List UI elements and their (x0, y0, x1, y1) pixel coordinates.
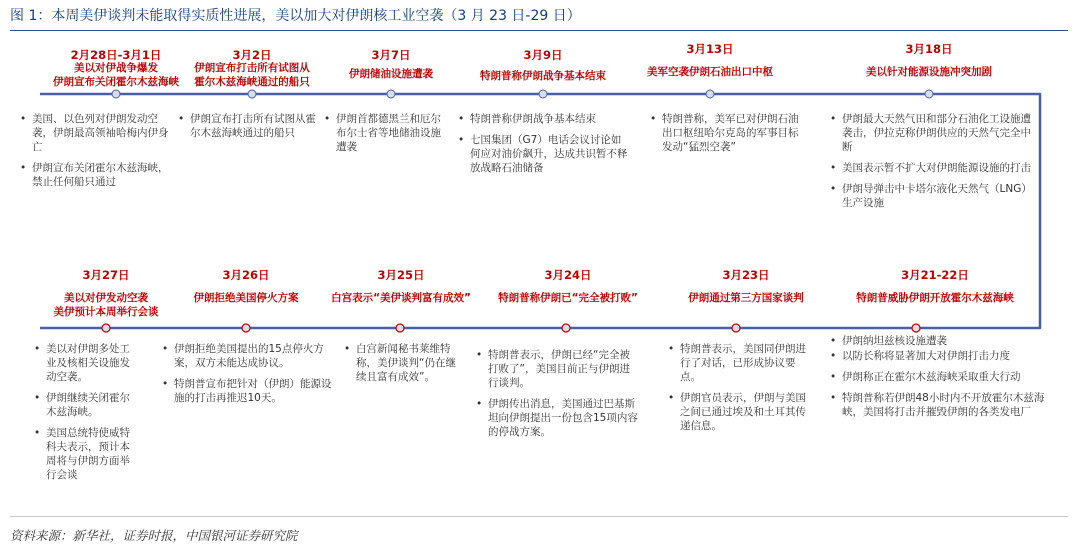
event-date: 2月28日-3月1日 (70, 48, 162, 62)
detail-item: • 美以对伊朗多处工业及核相关设施发动空袭。 (34, 342, 134, 384)
bottom-event-header (316, 268, 486, 306)
event-date: 3月9日 (523, 48, 563, 62)
detail-item: • 白宫新闻秘书莱维特称，美伊谈判“仍在继续且富有成效”。 (344, 342, 456, 384)
event-title: 美以对伊发动空袭 (64, 292, 148, 304)
timeline-marker (732, 324, 740, 332)
detail-item: • 伊朗官员表示，伊朗与美国之间已通过埃及和土耳其传递信息。 (668, 391, 808, 433)
timeline-marker (912, 324, 920, 332)
timeline-marker (102, 324, 110, 332)
detail-item: • 伊朗最大天然气田和部分石油化工设施遭袭击，伊拉克称伊朗供应的天然气完全中断 (830, 112, 1038, 154)
detail-item: • 伊朗称正在霍尔木兹海峡采取重大行动 (830, 370, 1060, 384)
detail-item: • 特朗普称伊朗战争基本结束 (458, 112, 630, 126)
detail-item: • 特朗普宣布把针对（伊朗）能源设施的打击再推迟10天。 (162, 377, 338, 405)
footer-rule (10, 516, 1068, 517)
event-date: 3月24日 (544, 268, 592, 282)
event-details (34, 342, 134, 489)
detail-item: • 以防长称将显著加大对伊朗打击力度 (830, 349, 1060, 363)
timeline-marker (562, 324, 570, 332)
event-details (344, 342, 456, 391)
timeline-marker (925, 90, 933, 98)
event-date: 3月2日 (232, 48, 272, 62)
detail-item: • 美国、以色列对伊朗发动空袭，伊朗最高领袖哈梅内伊身亡 (20, 112, 170, 154)
detail-item: • 特朗普称若伊朗48小时内不开放霍尔木兹海峡，美国将打击并摧毁伊朗的各类发电厂 (830, 391, 1060, 419)
event-date: 3月27日 (82, 268, 130, 282)
detail-item: • 美国总统特使威特科夫表示，预计本周将与伊朗方面举行会谈 (34, 426, 134, 482)
event-details (20, 112, 170, 196)
event-details (650, 112, 800, 161)
top-event-header (635, 42, 785, 80)
event-title: 美以针对能源设施冲突加剧 (866, 66, 992, 78)
detail-item: • 特朗普表示，伊朗已经“完全被打败了”，美国目前正与伊朗进行谈判。 (476, 348, 640, 390)
detail-item: • 美国表示暂不扩大对伊朗能源设施的打击 (830, 161, 1038, 175)
event-title: 伊朗拒绝美国停火方案 (193, 292, 299, 304)
event-details (324, 112, 450, 161)
event-date: 3月23日 (722, 268, 770, 282)
detail-item: • 伊朗宣布打击所有试图从霍尔木兹海峡通过的船只 (178, 112, 316, 140)
event-title: 伊朗储油设施遭袭 (349, 68, 433, 80)
event-title: 美伊预计本周举行会谈 (53, 305, 159, 318)
event-title: 伊朗宣布打击所有试图从 (194, 62, 310, 74)
event-date: 3月13日 (686, 42, 734, 56)
detail-item: • 特朗普称，美军已对伊朗石油出口枢纽哈尔克岛的军事目标发动“猛烈空袭” (650, 112, 800, 154)
bottom-event-header (176, 268, 316, 306)
event-date: 3月25日 (377, 268, 425, 282)
top-event-header (458, 48, 628, 84)
top-event-header (172, 48, 332, 89)
event-details (476, 348, 640, 446)
event-title: 美以对伊战争爆发 (74, 62, 158, 74)
event-details (458, 112, 630, 182)
event-details (178, 112, 316, 147)
detail-item: • 伊朗继续关闭霍尔木兹海峡。 (34, 391, 134, 419)
event-details (162, 342, 338, 412)
detail-item: • 伊朗宣布关闭霍尔木兹海峡，禁止任何船只通过 (20, 161, 170, 189)
detail-item: • 伊朗导弹击中卡塔尔液化天然气（LNG）生产设施 (830, 182, 1038, 210)
timeline-marker (706, 90, 714, 98)
event-title: 美军空袭伊朗石油出口中枢 (647, 66, 773, 78)
event-title: 伊朗通过第三方国家谈判 (688, 292, 804, 304)
bottom-event-header (26, 268, 186, 319)
event-title: 特朗普称伊朗已“完全被打败” (498, 292, 638, 304)
bottom-event-header (488, 268, 648, 306)
event-title: 霍尔木兹海峡通过的船只 (194, 75, 310, 88)
timeline-marker (396, 324, 404, 332)
event-title: 特朗普威胁伊朗开放霍尔木兹海峡 (856, 292, 1014, 304)
event-date: 3月26日 (222, 268, 270, 282)
event-title: 伊朗宣布关闭霍尔木兹海峡 (53, 75, 179, 88)
detail-item: • 伊朗传出消息，美国通过巴基斯坦向伊朗提出一份包含15项内容的停战方案。 (476, 397, 640, 439)
timeline-marker (248, 90, 256, 98)
bottom-event-header (830, 268, 1040, 306)
event-date: 3月21-22日 (901, 268, 969, 282)
event-details (830, 334, 1060, 426)
top-event-header (840, 42, 1018, 80)
timeline-marker (242, 324, 250, 332)
detail-item: • 伊朗拒绝美国提出的15点停火方案，双方未能达成协议。 (162, 342, 338, 370)
detail-item: • 七国集团（G7）电话会议讨论如何应对油价飙升，达成共识暂不释放战略石油储备 (458, 133, 630, 175)
timeline-marker (112, 90, 120, 98)
top-event-header (326, 48, 456, 82)
event-title: 特朗普称伊朗战争基本结束 (480, 70, 606, 82)
figure-title: 图 1：本周美伊谈判未能取得实质性进展，美以加大对伊朗核工业空袭（3 月 23 日-29 日） (10, 8, 581, 24)
event-date: 3月7日 (371, 48, 411, 62)
bottom-event-header (676, 268, 816, 306)
timeline-marker (539, 90, 547, 98)
detail-item: • 伊朗纳坦兹核设施遭袭 (830, 334, 1060, 348)
timeline-marker (387, 90, 395, 98)
event-date: 3月18日 (905, 42, 953, 56)
source-note: 资料来源：新华社，证券时报，中国银河证券研究院 (10, 528, 298, 543)
event-details (668, 342, 808, 440)
detail-item: • 伊朗首都德黑兰和厄尔布尔士省等地储油设施遭袭 (324, 112, 450, 154)
event-details (830, 112, 1038, 217)
detail-item: • 特朗普表示，美国同伊朗进行了对话，已形成协议要点。 (668, 342, 808, 384)
event-title: 白宫表示“美伊谈判富有成效” (331, 292, 471, 304)
